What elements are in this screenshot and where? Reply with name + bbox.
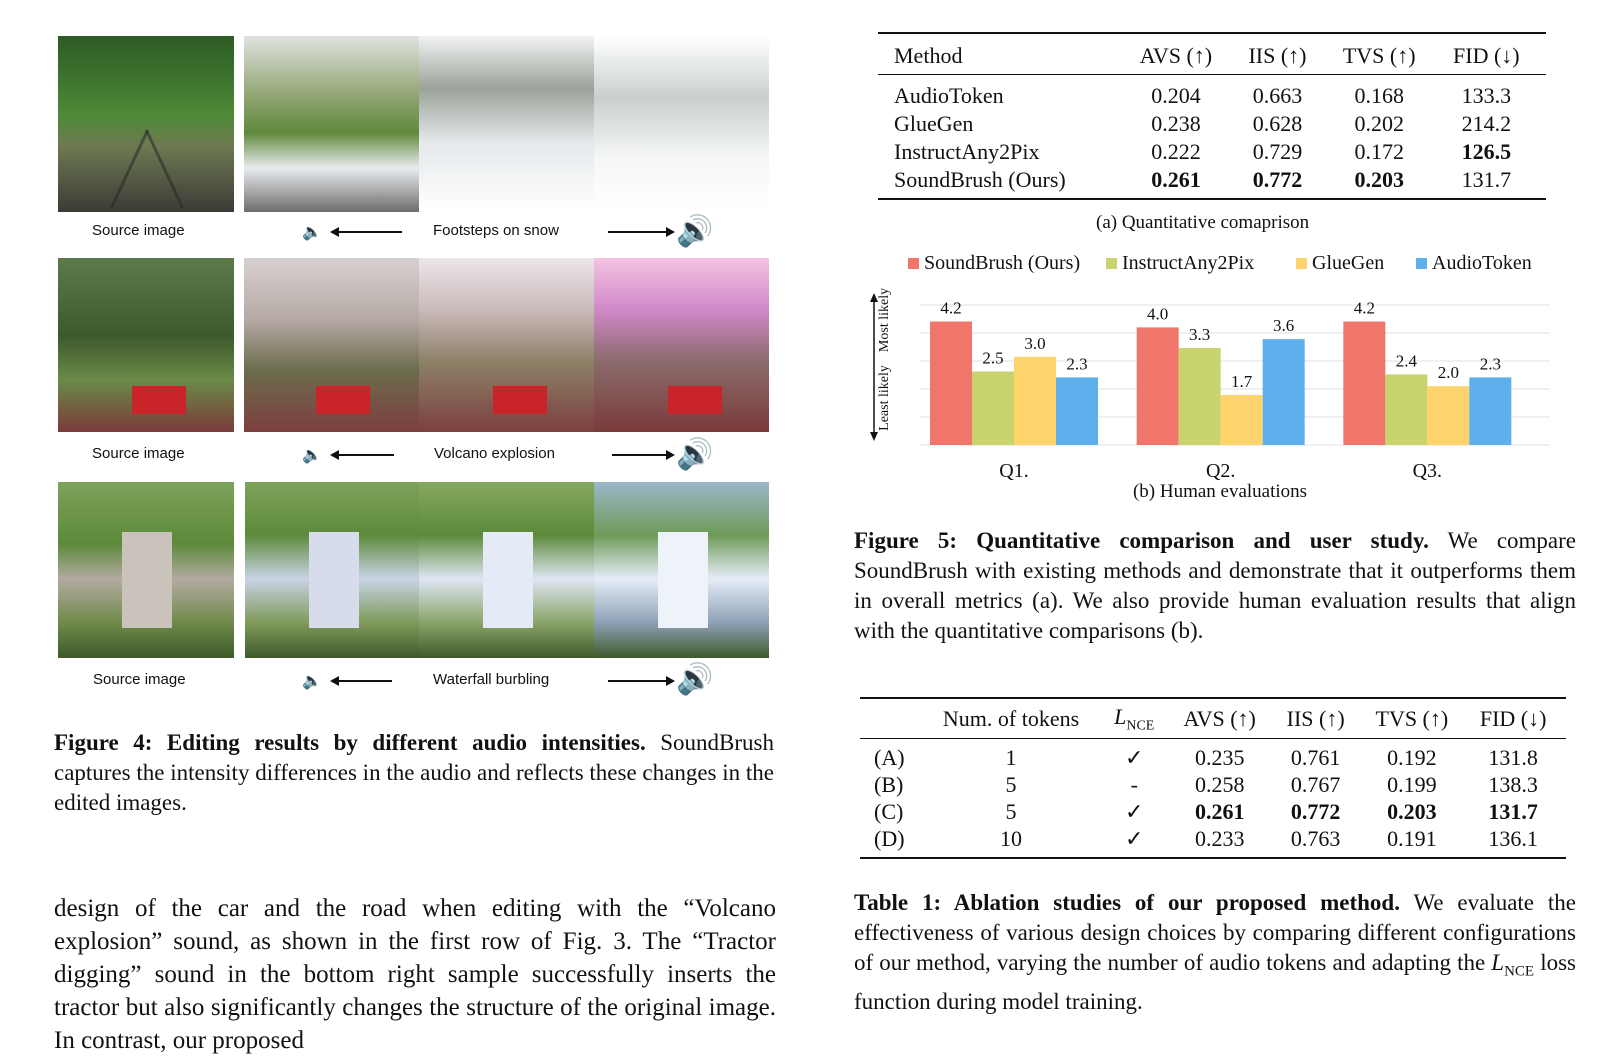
column-header: TVS (↑) <box>1375 706 1449 731</box>
bar <box>930 322 972 445</box>
bar-value-label: 3.0 <box>1024 333 1046 353</box>
speaker-high-icon: 🔊 <box>676 438 714 471</box>
legend-label: SoundBrush (Ours) <box>924 252 1081 274</box>
table-row: InstructAny2Pix 0.222 0.729 0.172 126.5 <box>894 139 1512 164</box>
table-row: (C) 5 ✓ 0.261 0.772 0.203 131.7 <box>874 798 1538 824</box>
source-label: Source image <box>93 671 186 688</box>
bar-value-label: 4.2 <box>940 298 962 318</box>
y-label-top: Most likely <box>877 287 892 353</box>
edited-image-waterfall-1 <box>245 482 419 658</box>
bar-value-label: 4.0 <box>1147 304 1169 324</box>
bar-value-label: 2.4 <box>1395 351 1417 371</box>
source-image-castle <box>58 482 234 658</box>
bar <box>1263 339 1305 445</box>
bar <box>1343 322 1385 445</box>
table-row: AudioToken 0.204 0.663 0.168 133.3 <box>894 83 1512 108</box>
column-header: AVS (↑) <box>1139 43 1213 68</box>
speaker-low-icon: 🔈 <box>302 673 322 690</box>
table-row: (A) 1 ✓ 0.235 0.761 0.192 131.8 <box>874 744 1538 770</box>
caption-text: We compare SoundBrush with existing methods and demonstrate that it outperforms them in overall metrics (a). We also provide human evaluation results that align with the quantitative comparisons (b). <box>854 528 1576 643</box>
bar <box>1427 386 1469 445</box>
bar-value-label: 2.5 <box>982 348 1004 368</box>
arrow-right-icon <box>666 227 675 237</box>
table-1-caption: Table 1: Ablation studies of our proposed method. We evaluate the effectiveness of various design choices by comparing different configurations of our method, varying the number of audio tokens and adapting the $L_{NCE}$ loss function during model training. <box>854 890 1576 1014</box>
table-row: (B) 5 - 0.258 0.767 0.199 138.3 <box>874 771 1538 797</box>
y-label-bottom: Least likely <box>877 365 892 431</box>
edited-image-snow-2 <box>419 36 594 212</box>
edited-image-volcano-2 <box>419 258 594 432</box>
caption-text: We evaluate the effectiveness of various design choices by comparing different configurations of our method, varying the number of audio tokens and adapting the <box>854 890 1576 975</box>
ablation-table <box>866 702 1562 852</box>
source-image-firetruck <box>58 258 234 432</box>
bar <box>1385 374 1427 445</box>
bar-value-label: 4.2 <box>1353 298 1375 318</box>
bar-value-label: 2.3 <box>1066 354 1088 374</box>
edited-image-waterfall-3 <box>594 482 769 658</box>
speaker-high-icon: 🔊 <box>676 663 714 696</box>
legend-label: InstructAny2Pix <box>1122 252 1255 274</box>
column-header: FID (↓) <box>1453 43 1520 68</box>
legend-label: AudioToken <box>1432 252 1532 274</box>
legend-label: GlueGen <box>1312 252 1385 274</box>
bar <box>1137 327 1179 445</box>
category-label: Q2. <box>1205 460 1236 482</box>
body-paragraph: design of the car and the road when editing with the “Volcano explosion” sound, as shown in the first row of Fig. 3. The “Tractor digging” sound in the bottom right sample successfully inserts the tractor but also significantly changes the structure of the original image. In contrast, our proposed <box>54 895 776 1054</box>
audio-prompt: Waterfall burbling <box>433 671 550 688</box>
caption-title: Figure 4: Editing results by different audio intensities. <box>54 730 646 755</box>
caption-text: SoundBrush captures the intensity differences in the audio and reflects these changes in the edited images. <box>54 730 774 815</box>
arrow-right-icon <box>666 676 675 686</box>
bar-value-label: 2.0 <box>1437 363 1459 383</box>
caption-title: Table 1: Ablation studies of our proposed method. <box>854 890 1400 915</box>
bar <box>1469 377 1511 445</box>
speaker-low-icon: 🔈 <box>302 447 322 464</box>
source-label: Source image <box>92 445 185 462</box>
edited-image-snow-3 <box>594 36 769 212</box>
bar-value-label: 3.3 <box>1189 324 1211 344</box>
table-row: (D) 10 ✓ 0.233 0.763 0.191 136.1 <box>874 825 1538 851</box>
legend-swatch <box>908 258 919 269</box>
bar <box>972 372 1014 446</box>
speaker-high-icon: 🔊 <box>676 215 714 248</box>
column-header: Method <box>894 43 963 68</box>
human-evaluation-chart <box>870 250 1590 500</box>
legend-swatch <box>1296 258 1307 269</box>
bar <box>1014 357 1056 445</box>
legend-swatch <box>1106 258 1117 269</box>
column-header: Num. of tokens <box>942 706 1080 731</box>
table-a-caption: (a) Quantitative comaprison <box>1096 212 1310 233</box>
arrow-right-icon <box>666 450 675 460</box>
audio-prompt: Volcano explosion <box>434 445 555 462</box>
source-image-railway <box>58 36 234 212</box>
caption-title: Figure 5: Quantitative comparison and user study. <box>854 528 1429 553</box>
figure-4-caption <box>54 728 774 818</box>
column-header: IIS (↑) <box>1286 706 1345 731</box>
figure-5-caption <box>854 526 1576 646</box>
arrow-down-icon <box>870 432 878 441</box>
bar <box>1056 377 1098 445</box>
audio-prompt: Footsteps on snow <box>433 222 559 239</box>
bar-value-label: 1.7 <box>1231 372 1253 392</box>
category-label: Q1. <box>999 460 1029 482</box>
caption-text: loss function during model training. <box>854 950 1576 1014</box>
table-row: GlueGen 0.238 0.628 0.202 214.2 <box>894 111 1512 136</box>
edited-image-volcano-3 <box>594 258 769 432</box>
bar-value-label: 3.6 <box>1273 316 1295 336</box>
bar-value-label: 2.3 <box>1479 354 1501 374</box>
category-label: Q3. <box>1412 460 1443 482</box>
edited-image-snow-1 <box>244 36 419 212</box>
bar <box>1221 395 1263 445</box>
column-header: TVS (↑) <box>1342 43 1416 68</box>
quantitative-comparison-table <box>886 38 1538 194</box>
edited-image-waterfall-2 <box>419 482 594 658</box>
chart-caption: (b) Human evaluations <box>1132 481 1308 502</box>
column-header: $L_{NCE}$ <box>1114 703 1155 734</box>
speaker-low-icon: 🔈 <box>302 224 322 241</box>
source-label: Source image <box>92 222 185 239</box>
bar <box>1179 348 1221 445</box>
legend-swatch <box>1416 258 1427 269</box>
column-header: AVS (↑) <box>1183 706 1256 731</box>
column-header: FID (↓) <box>1479 706 1547 731</box>
column-header: IIS (↑) <box>1248 43 1307 68</box>
edited-image-volcano-1 <box>244 258 419 432</box>
table-row: SoundBrush (Ours) 0.261 0.772 0.203 131.7 <box>894 167 1512 192</box>
